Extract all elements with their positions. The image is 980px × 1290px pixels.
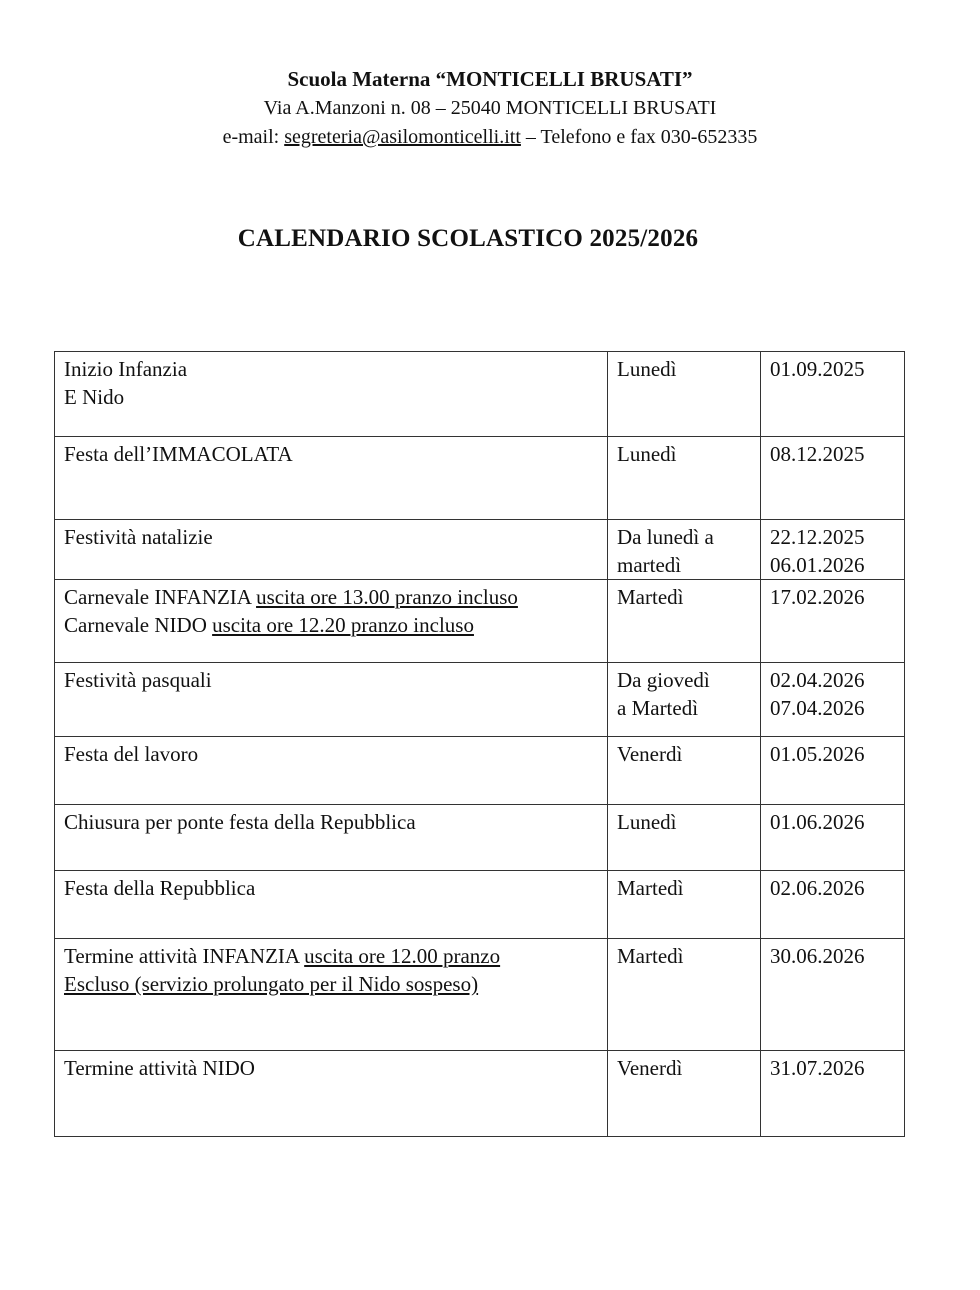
date-cell [761,520,905,580]
calendar-table [54,351,905,1137]
weekday-cell [608,580,761,663]
event-line [64,666,599,694]
event-text: Carnevale NIDO [64,613,213,637]
event-text: Carnevale INFANZIA [64,585,257,609]
event-cell [55,580,608,663]
date-cell [761,352,905,437]
calendar-row [55,1051,905,1137]
date-text: 31.07.2026 [770,1056,865,1080]
calendar-row [55,939,905,1051]
event-line [64,942,599,970]
weekday-text: Venerdì [617,742,683,766]
event-line [64,874,599,902]
event-note-underlined: uscita ore 13.00 pranzo incluso [256,585,518,609]
calendar-row [55,737,905,805]
event-line [64,583,599,611]
weekday-cell [608,939,761,1051]
weekday-cell [608,1051,761,1137]
date-cell [761,580,905,663]
date-text: 22.12.2025 [770,525,865,549]
date-text: 07.04.2026 [770,696,865,720]
event-line [64,970,599,998]
calendar-row [55,352,905,437]
date-text: 17.02.2026 [770,585,865,609]
letterhead [0,64,980,152]
date-cell [761,1051,905,1137]
weekday-text: a Martedì [617,696,699,720]
email-prefix: e-mail: [222,126,285,148]
weekday-cell [608,663,761,737]
weekday-text: Lunedì [617,810,677,834]
weekday-cell [608,871,761,939]
event-cell [55,1051,608,1137]
date-text: 01.05.2026 [770,742,865,766]
date-cell [761,437,905,520]
event-cell [55,663,608,737]
event-text: Festa della Repubblica [64,876,256,900]
calendar-row [55,437,905,520]
event-note-underlined: uscita ore 12.20 pranzo incluso [212,613,474,637]
calendar-row [55,520,905,580]
event-cell [55,805,608,871]
weekday-cell [608,352,761,437]
event-text: E Nido [64,385,125,409]
weekday-text: Da lunedì a [617,525,714,549]
event-line [64,808,599,836]
date-cell [761,939,905,1051]
calendar-row [55,871,905,939]
date-text: 06.01.2026 [770,553,865,577]
weekday-text: Lunedì [617,442,677,466]
date-text: 01.06.2026 [770,810,865,834]
date-cell [761,737,905,805]
event-note-underlined: Escluso (servizio prolungato per il Nido sospeso) [64,972,479,996]
calendar-row [55,663,905,737]
phone-fax: – Telefono e fax 030-652335 [520,126,758,148]
date-cell [761,805,905,871]
date-text: 02.04.2026 [770,668,865,692]
school-address: Via A.Manzoni n. 08 – 25040 MONTICELLI BRUSATI [263,97,717,119]
date-cell [761,871,905,939]
event-cell [55,737,608,805]
weekday-cell [608,520,761,580]
event-note-underlined: uscita ore 12.00 pranzo [304,944,501,968]
contact-line [0,123,980,152]
event-line [64,1054,599,1082]
weekday-cell [608,805,761,871]
event-line [64,355,599,383]
school-name: Scuola Materna “MONTICELLI BRUSATI” [287,67,693,91]
event-cell [55,939,608,1051]
weekday-cell [608,437,761,520]
date-text: 01.09.2025 [770,357,865,381]
event-cell [55,871,608,939]
calendar-row [55,580,905,663]
event-line [64,523,599,551]
weekday-cell [608,737,761,805]
event-text: Festa del lavoro [64,742,199,766]
event-text: Festa dell’IMMACOLATA [64,442,293,466]
event-line [64,611,599,639]
weekday-text: Martedì [617,585,684,609]
event-line [64,740,599,768]
date-text: 30.06.2026 [770,944,865,968]
weekday-text: Martedì [617,876,684,900]
date-text: 08.12.2025 [770,442,865,466]
event-cell [55,437,608,520]
weekday-text: Da giovedì [617,668,710,692]
event-text: Chiusura per ponte festa della Repubblica [64,810,416,834]
event-line [64,383,599,411]
weekday-text: Lunedì [617,357,677,381]
event-text: Festività pasquali [64,668,212,692]
event-line [64,440,599,468]
email-link[interactable]: segreteria@asilomonticelli.itt [284,126,521,148]
date-cell [761,663,905,737]
event-text: Festività natalizie [64,525,213,549]
document-title: CALENDARIO SCOLASTICO 2025/2026 [237,225,699,252]
calendar-row [55,805,905,871]
event-text: Termine attività INFANZIA [64,944,305,968]
event-cell [55,352,608,437]
event-cell [55,520,608,580]
date-text: 02.06.2026 [770,876,865,900]
event-text: Termine attività NIDO [64,1056,255,1080]
event-text: Inizio Infanzia [64,357,188,381]
weekday-text: martedì [617,553,682,577]
weekday-text: Martedì [617,944,684,968]
weekday-text: Venerdì [617,1056,683,1080]
